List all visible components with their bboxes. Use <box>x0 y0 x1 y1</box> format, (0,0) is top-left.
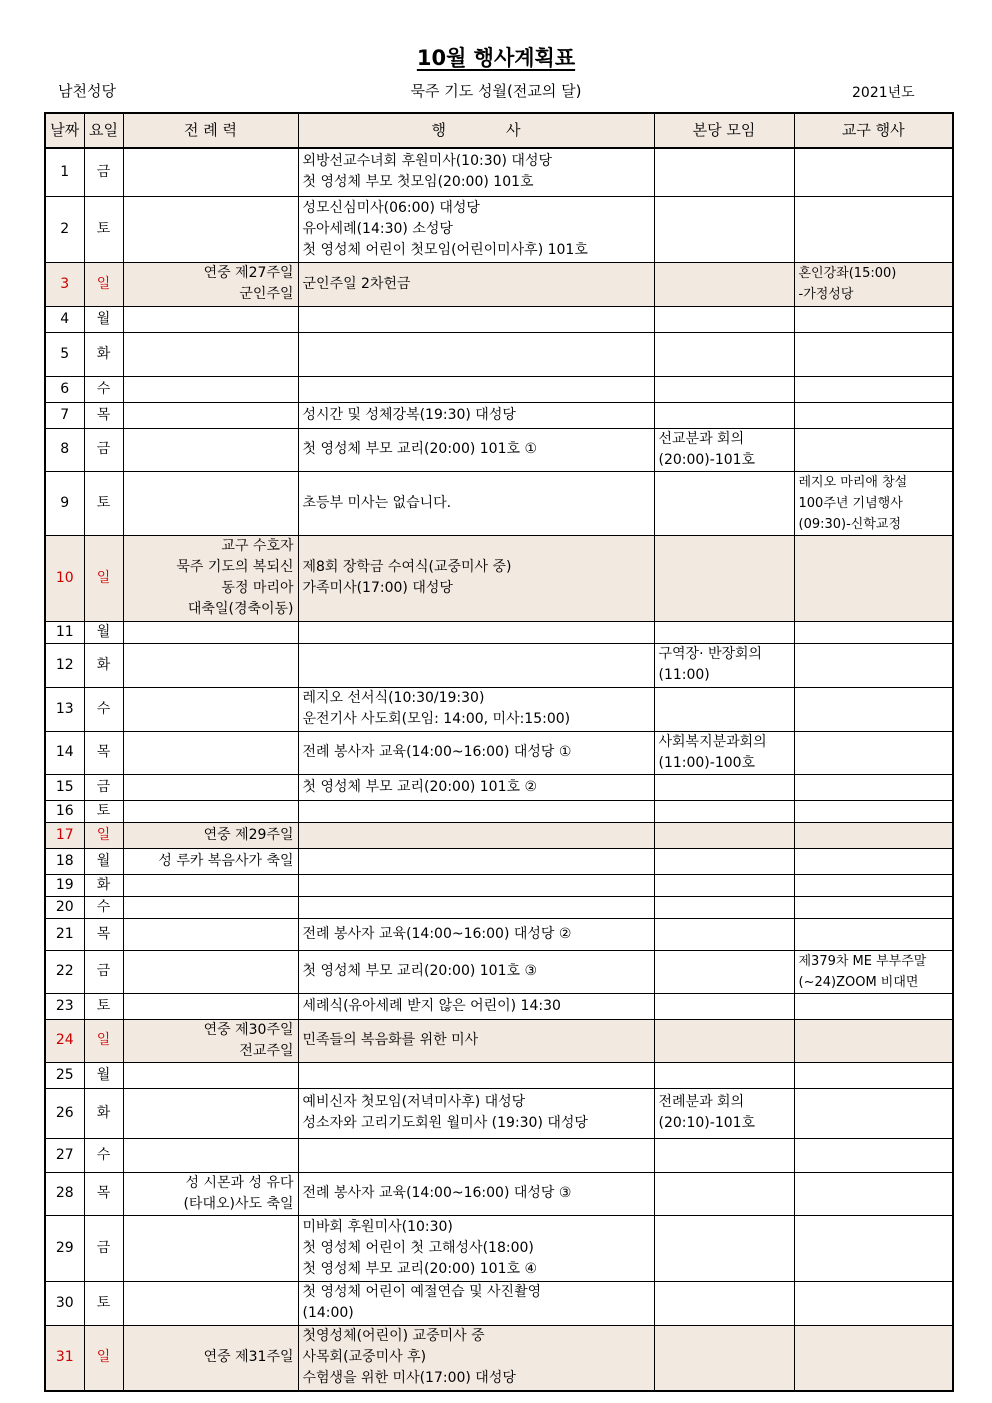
table-row <box>45 1138 953 1172</box>
parish-meeting <box>654 1138 794 1172</box>
day-number: 26 <box>45 1088 84 1138</box>
table-row <box>45 1088 953 1138</box>
parish-meeting: 구역장· 반장회의 (11:00) <box>654 643 794 687</box>
event-list: 미바회 후원미사(10:30) 첫 영성체 어린이 첫 고해성사(18:00) 첫 영성체 부모 교리(20:00) 101호 ④ <box>298 1215 654 1281</box>
diocese-event <box>794 148 953 196</box>
weekday: 수 <box>84 896 123 918</box>
weekday: 금 <box>84 774 123 800</box>
weekday: 월 <box>84 848 123 874</box>
liturgical-day <box>123 731 298 774</box>
liturgical-day: 연중 제29주일 <box>123 822 298 848</box>
event-list <box>298 822 654 848</box>
day-number: 15 <box>45 774 84 800</box>
diocese-event <box>794 376 953 402</box>
event-list: 초등부 미사는 없습니다. <box>298 471 654 535</box>
liturgical-day: 연중 제30주일 전교주일 <box>123 1019 298 1062</box>
diocese-event <box>794 1172 953 1215</box>
liturgical-day <box>123 332 298 376</box>
diocese-event <box>794 1088 953 1138</box>
day-number: 28 <box>45 1172 84 1215</box>
weekday: 일 <box>84 822 123 848</box>
day-number: 1 <box>45 148 84 196</box>
liturgical-day <box>123 1281 298 1325</box>
diocese-event <box>794 535 953 621</box>
diocese-event <box>794 687 953 731</box>
parish-meeting <box>654 148 794 196</box>
diocese-event <box>794 621 953 643</box>
diocese-event <box>794 1215 953 1281</box>
day-number: 21 <box>45 918 84 950</box>
event-list: 첫 영성체 어린이 예절연습 및 사진촬영 (14:00) <box>298 1281 654 1325</box>
liturgical-day <box>123 428 298 471</box>
table-row <box>45 993 953 1019</box>
table-row <box>45 774 953 800</box>
liturgical-day: 연중 제31주일 <box>123 1325 298 1391</box>
parish-meeting <box>654 376 794 402</box>
liturgical-day: 성 루카 복음사가 축일 <box>123 848 298 874</box>
weekday: 목 <box>84 918 123 950</box>
parish-meeting <box>654 800 794 822</box>
table-row <box>45 1019 953 1062</box>
day-number: 11 <box>45 621 84 643</box>
day-number: 18 <box>45 848 84 874</box>
parish-meeting <box>654 874 794 896</box>
parish-meeting <box>654 774 794 800</box>
parish-meeting <box>654 950 794 993</box>
weekday: 목 <box>84 402 123 428</box>
month-theme: 묵주 기도 성월(전교의 달) <box>410 82 582 100</box>
weekday: 일 <box>84 262 123 306</box>
parish-meeting <box>654 1172 794 1215</box>
parish-meeting <box>654 848 794 874</box>
diocese-event <box>794 402 953 428</box>
day-number: 6 <box>45 376 84 402</box>
liturgical-day <box>123 643 298 687</box>
year-label: 2021년도 <box>852 85 915 101</box>
liturgical-day <box>123 950 298 993</box>
liturgical-day: 교구 수호자 묵주 기도의 복되신 동정 마리아 대축일(경축이동) <box>123 535 298 621</box>
event-list: 제8회 장학금 수여식(교중미사 중) 가족미사(17:00) 대성당 <box>298 535 654 621</box>
table-row <box>45 643 953 687</box>
liturgical-day <box>123 800 298 822</box>
event-list: 레지오 선서식(10:30/19:30) 운전기사 사도회(모임: 14:00, 미사:15:00) <box>298 687 654 731</box>
diocese-event <box>794 874 953 896</box>
event-list: 세례식(유아세례 받지 않은 어린이) 14:30 <box>298 993 654 1019</box>
day-number: 19 <box>45 874 84 896</box>
event-list: 전례 봉사자 교육(14:00~16:00) 대성당 ① <box>298 731 654 774</box>
parish-meeting <box>654 896 794 918</box>
parish-meeting <box>654 1215 794 1281</box>
diocese-event <box>794 643 953 687</box>
parish-meeting <box>654 332 794 376</box>
weekday: 화 <box>84 874 123 896</box>
liturgical-day <box>123 993 298 1019</box>
diocese-event <box>794 332 953 376</box>
diocese-event <box>794 1325 953 1391</box>
weekday: 토 <box>84 471 123 535</box>
table-row <box>45 896 953 918</box>
liturgical-day <box>123 402 298 428</box>
column-header-parish-meeting: 본당 모임 <box>654 113 794 148</box>
weekday: 월 <box>84 306 123 332</box>
day-number: 27 <box>45 1138 84 1172</box>
table-row <box>45 402 953 428</box>
event-list <box>298 874 654 896</box>
diocese-event <box>794 1062 953 1088</box>
liturgical-day <box>123 1215 298 1281</box>
day-number: 13 <box>45 687 84 731</box>
column-header-diocese-events: 교구 행사 <box>794 113 953 148</box>
table-row <box>45 148 953 196</box>
weekday: 목 <box>84 731 123 774</box>
table-row <box>45 332 953 376</box>
diocese-event: 제379차 ME 부부주말 (~24)ZOOM 비대면 <box>794 950 953 993</box>
parish-meeting <box>654 196 794 262</box>
table-row <box>45 950 953 993</box>
weekday: 화 <box>84 643 123 687</box>
weekday: 수 <box>84 1138 123 1172</box>
table-row <box>45 1215 953 1281</box>
diocese-event <box>794 822 953 848</box>
parish-meeting: 선교분과 회의 (20:00)-101호 <box>654 428 794 471</box>
liturgical-day <box>123 1088 298 1138</box>
event-list <box>298 332 654 376</box>
event-list: 군인주일 2차헌금 <box>298 262 654 306</box>
event-list <box>298 643 654 687</box>
schedule-body <box>45 148 953 1391</box>
event-list: 첫 영성체 부모 교리(20:00) 101호 ③ <box>298 950 654 993</box>
table-row <box>45 428 953 471</box>
diocese-event <box>794 1138 953 1172</box>
column-header-date: 날짜 <box>45 113 84 148</box>
parish-meeting <box>654 621 794 643</box>
diocese-event <box>794 306 953 332</box>
day-number: 7 <box>45 402 84 428</box>
day-number: 10 <box>45 535 84 621</box>
parish-meeting: 전례분과 회의 (20:10)-101호 <box>654 1088 794 1138</box>
diocese-event <box>794 800 953 822</box>
event-list <box>298 848 654 874</box>
parish-meeting <box>654 535 794 621</box>
event-list: 첫 영성체 부모 교리(20:00) 101호 ① <box>298 428 654 471</box>
parish-meeting <box>654 402 794 428</box>
weekday: 수 <box>84 376 123 402</box>
table-row <box>45 535 953 621</box>
weekday: 토 <box>84 800 123 822</box>
liturgical-day: 성 시몬과 성 유다 (타대오)사도 축일 <box>123 1172 298 1215</box>
table-row <box>45 1281 953 1325</box>
table-row <box>45 196 953 262</box>
diocese-event: 혼인강좌(15:00) -가정성당 <box>794 262 953 306</box>
table-row <box>45 306 953 332</box>
liturgical-day <box>123 687 298 731</box>
liturgical-day <box>123 774 298 800</box>
day-number: 30 <box>45 1281 84 1325</box>
parish-meeting: 사회복지분과회의 (11:00)-100호 <box>654 731 794 774</box>
column-header-liturgy: 전 례 력 <box>123 113 298 148</box>
weekday: 화 <box>84 1088 123 1138</box>
diocese-event <box>794 731 953 774</box>
event-list <box>298 376 654 402</box>
liturgical-day <box>123 1062 298 1088</box>
diocese-event <box>794 196 953 262</box>
parish-meeting <box>654 687 794 731</box>
day-number: 8 <box>45 428 84 471</box>
liturgical-day <box>123 196 298 262</box>
schedule-table <box>44 112 954 1392</box>
table-row <box>45 731 953 774</box>
day-number: 16 <box>45 800 84 822</box>
page-title: 10월 행사계획표 <box>416 46 576 70</box>
day-number: 29 <box>45 1215 84 1281</box>
day-number: 9 <box>45 471 84 535</box>
weekday: 월 <box>84 1062 123 1088</box>
liturgical-day <box>123 918 298 950</box>
parish-meeting <box>654 822 794 848</box>
day-number: 31 <box>45 1325 84 1391</box>
liturgical-day <box>123 896 298 918</box>
weekday: 금 <box>84 148 123 196</box>
header-row <box>45 113 953 148</box>
event-list: 전례 봉사자 교육(14:00~16:00) 대성당 ③ <box>298 1172 654 1215</box>
weekday: 금 <box>84 950 123 993</box>
table-row <box>45 800 953 822</box>
table-row <box>45 1062 953 1088</box>
table-row <box>45 822 953 848</box>
event-list: 첫영성체(어린이) 교중미사 중 사목회(교중미사 후) 수험생을 위한 미사(17:00) 대성당 <box>298 1325 654 1391</box>
column-header-events: 행 사 <box>298 113 654 148</box>
day-number: 24 <box>45 1019 84 1062</box>
weekday: 수 <box>84 687 123 731</box>
diocese-event <box>794 774 953 800</box>
table-row <box>45 1172 953 1215</box>
parish-meeting <box>654 262 794 306</box>
diocese-event <box>794 1281 953 1325</box>
event-list <box>298 896 654 918</box>
parish-meeting <box>654 918 794 950</box>
day-number: 12 <box>45 643 84 687</box>
event-list: 예비신자 첫모임(저녁미사후) 대성당 성소자와 고리기도회원 월미사 (19:30) 대성당 <box>298 1088 654 1138</box>
table-row <box>45 918 953 950</box>
column-header-weekday: 요일 <box>84 113 123 148</box>
table-row <box>45 687 953 731</box>
weekday: 목 <box>84 1172 123 1215</box>
table-row <box>45 621 953 643</box>
event-list <box>298 306 654 332</box>
diocese-event <box>794 993 953 1019</box>
diocese-event <box>794 896 953 918</box>
event-list: 전례 봉사자 교육(14:00~16:00) 대성당 ② <box>298 918 654 950</box>
liturgical-day <box>123 376 298 402</box>
liturgical-day <box>123 1138 298 1172</box>
day-number: 17 <box>45 822 84 848</box>
liturgical-day <box>123 874 298 896</box>
parish-meeting <box>654 306 794 332</box>
parish-meeting <box>654 1325 794 1391</box>
parish-meeting <box>654 993 794 1019</box>
day-number: 25 <box>45 1062 84 1088</box>
weekday: 금 <box>84 428 123 471</box>
liturgical-day <box>123 621 298 643</box>
table-row <box>45 471 953 535</box>
event-list <box>298 800 654 822</box>
weekday: 일 <box>84 1019 123 1062</box>
weekday: 화 <box>84 332 123 376</box>
diocese-event <box>794 918 953 950</box>
day-number: 20 <box>45 896 84 918</box>
table-row <box>45 874 953 896</box>
day-number: 23 <box>45 993 84 1019</box>
liturgical-day <box>123 471 298 535</box>
event-list <box>298 1062 654 1088</box>
day-number: 22 <box>45 950 84 993</box>
table-row <box>45 262 953 306</box>
weekday: 월 <box>84 621 123 643</box>
day-number: 2 <box>45 196 84 262</box>
event-list <box>298 1138 654 1172</box>
table-row <box>45 848 953 874</box>
diocese-event <box>794 1019 953 1062</box>
table-row <box>45 1325 953 1391</box>
parish-meeting <box>654 1062 794 1088</box>
parish-meeting <box>654 1019 794 1062</box>
event-list <box>298 621 654 643</box>
weekday: 금 <box>84 1215 123 1281</box>
day-number: 5 <box>45 332 84 376</box>
event-list: 성모신심미사(06:00) 대성당 유아세례(14:30) 소성당 첫 영성체 어린이 첫모임(어린이미사후) 101호 <box>298 196 654 262</box>
liturgical-day <box>123 306 298 332</box>
day-number: 14 <box>45 731 84 774</box>
diocese-event <box>794 848 953 874</box>
weekday: 토 <box>84 993 123 1019</box>
parish-name: 남천성당 <box>58 82 116 100</box>
event-list: 외방선교수녀회 후원미사(10:30) 대성당 첫 영성체 부모 첫모임(20:00) 101호 <box>298 148 654 196</box>
weekday: 일 <box>84 1325 123 1391</box>
diocese-event: 레지오 마리애 창설 100주년 기념행사 (09:30)-신학교정 <box>794 471 953 535</box>
weekday: 토 <box>84 196 123 262</box>
liturgical-day: 연중 제27주일 군인주일 <box>123 262 298 306</box>
day-number: 3 <box>45 262 84 306</box>
event-list: 첫 영성체 부모 교리(20:00) 101호 ② <box>298 774 654 800</box>
day-number: 4 <box>45 306 84 332</box>
parish-meeting <box>654 1281 794 1325</box>
weekday: 토 <box>84 1281 123 1325</box>
event-list: 민족들의 복음화를 위한 미사 <box>298 1019 654 1062</box>
diocese-event <box>794 428 953 471</box>
parish-meeting <box>654 471 794 535</box>
liturgical-day <box>123 148 298 196</box>
weekday: 일 <box>84 535 123 621</box>
event-list: 성시간 및 성체강복(19:30) 대성당 <box>298 402 654 428</box>
table-row <box>45 376 953 402</box>
